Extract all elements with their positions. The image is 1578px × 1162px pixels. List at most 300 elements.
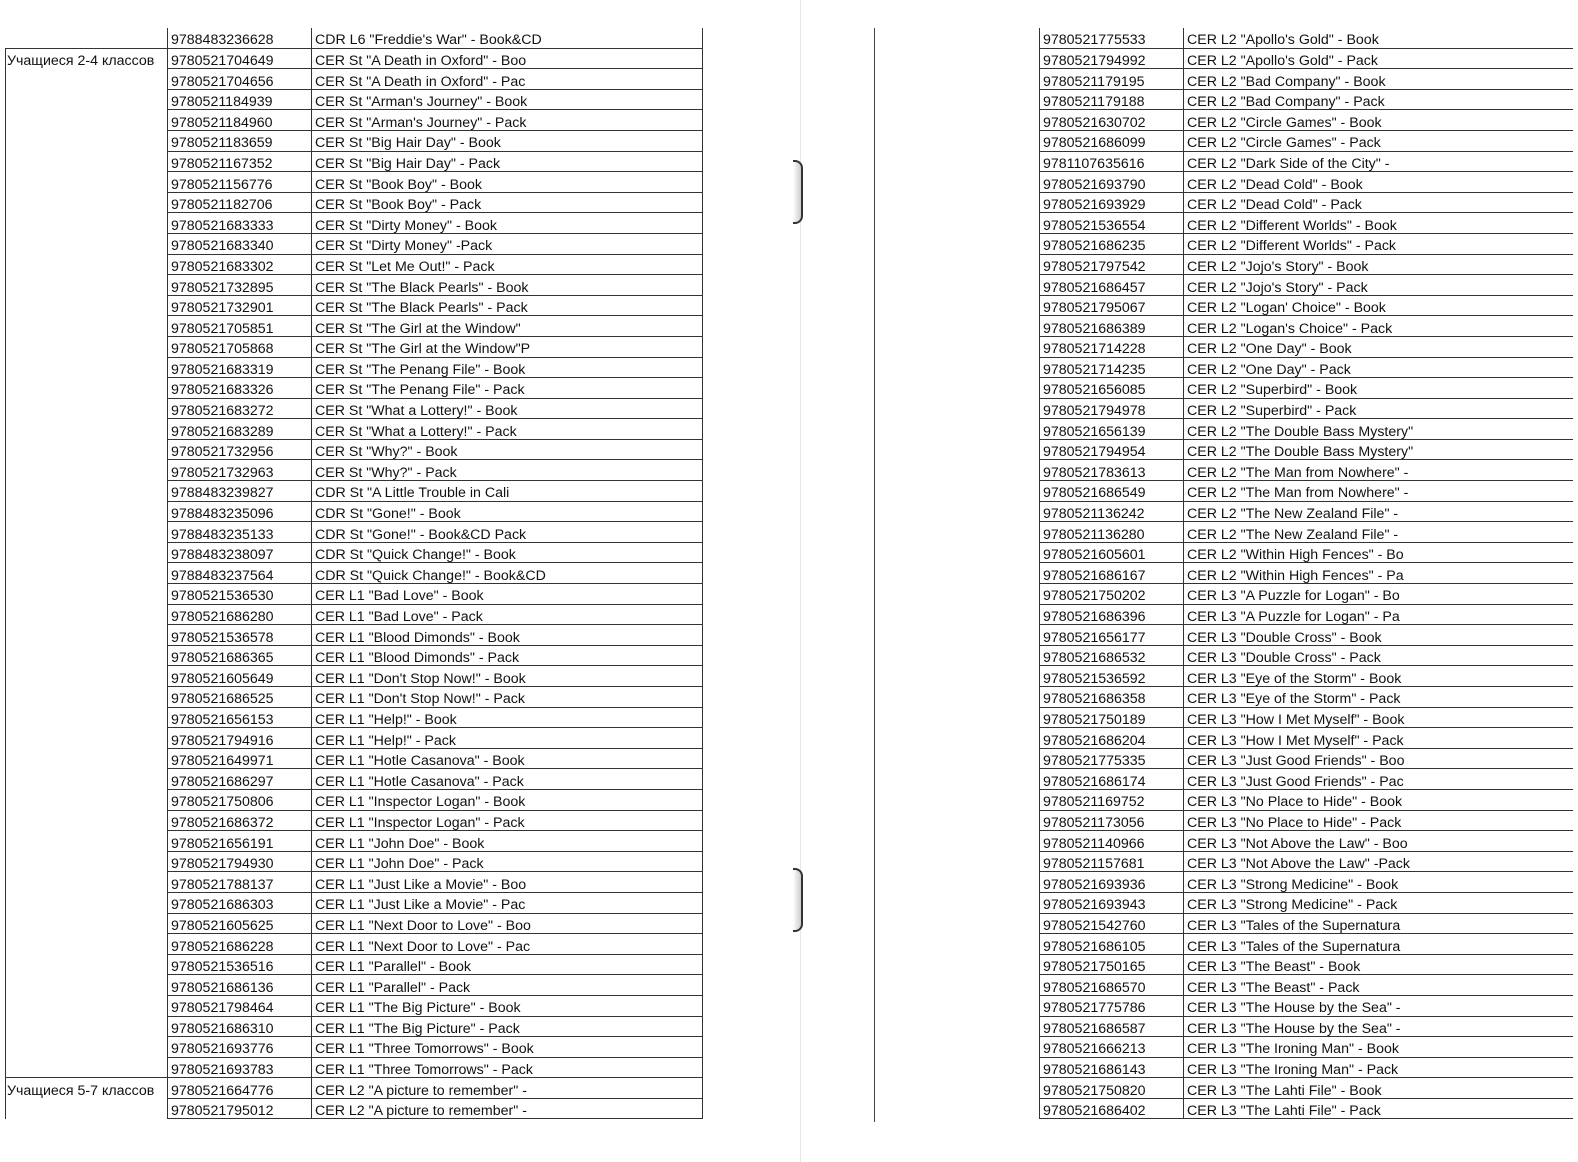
title-cell: CER St "The Girl at the Window": [312, 316, 703, 337]
title-cell: CER L2 "Circle Games" - Pack: [1184, 130, 1574, 151]
title-cell: CER L3 "The Ironing Man" - Pack: [1184, 1057, 1574, 1078]
isbn-cell: 9788483239827: [168, 481, 312, 502]
group-label-cell: [6, 872, 168, 893]
isbn-cell: 9780521693776: [168, 1037, 312, 1058]
group-label-cell: [6, 336, 168, 357]
title-cell: CER L2 "The New Zealand File" -: [1184, 501, 1574, 522]
title-cell: CER St "Big Hair Day" - Book: [312, 130, 703, 151]
table-row: [1040, 357, 1574, 378]
title-cell: CER L1 "Just Like a Movie" - Boo: [312, 872, 703, 893]
table-row: [6, 378, 703, 399]
title-cell: CER L1 "Three Tomorrows" - Pack: [312, 1057, 703, 1078]
title-cell: CER L1 "Next Door to Love" - Boo: [312, 913, 703, 934]
title-cell: CER L1 "John Doe" - Pack: [312, 851, 703, 872]
isbn-cell: 9780521732895: [168, 275, 312, 296]
title-cell: CER L1 "Help!" - Book: [312, 707, 703, 728]
table-row: [6, 584, 703, 605]
title-cell: CER L3 "Just Good Friends" - Boo: [1184, 748, 1574, 769]
isbn-cell: 9780521705868: [168, 336, 312, 357]
table-row: [1040, 542, 1574, 563]
isbn-cell: 9780521536578: [168, 625, 312, 646]
group-label-cell: [6, 728, 168, 749]
title-cell: CER L2 "Bad Company" - Pack: [1184, 89, 1574, 110]
isbn-cell: 9780521183659: [168, 130, 312, 151]
group-label-cell: [6, 769, 168, 790]
table-row: [1040, 707, 1574, 728]
title-cell: CER L1 "Inspector Logan" - Pack: [312, 810, 703, 831]
isbn-cell: 9780521686105: [1040, 934, 1184, 955]
isbn-cell: 9780521686372: [168, 810, 312, 831]
table-row: [6, 604, 703, 625]
isbn-cell: 9780521630702: [1040, 110, 1184, 131]
title-cell: CER L3 "Eye of the Storm" - Pack: [1184, 687, 1574, 708]
isbn-cell: 9780521794916: [168, 728, 312, 749]
table-row: [1040, 48, 1574, 69]
title-cell: CER St "The Black Pearls" - Book: [312, 275, 703, 296]
isbn-cell: 9780521794992: [1040, 48, 1184, 69]
isbn-cell: 9780521686136: [168, 975, 312, 996]
isbn-cell: 9780521798464: [168, 995, 312, 1016]
table-row: [1040, 460, 1574, 481]
isbn-cell: 9780521795012: [168, 1098, 312, 1119]
table-row: [6, 707, 703, 728]
title-cell: CER L3 "The Ironing Man" - Book: [1184, 1037, 1574, 1058]
table-row: [6, 625, 703, 646]
table-row: [1040, 913, 1574, 934]
group-label-cell: [6, 295, 168, 316]
title-cell: CER St "Big Hair Day" - Pack: [312, 151, 703, 172]
table-row: [6, 357, 703, 378]
table-row: [1040, 1057, 1574, 1078]
isbn-cell: 9780521683333: [168, 213, 312, 234]
group-label-cell: [6, 666, 168, 687]
isbn-cell: 9780521156776: [168, 172, 312, 193]
group-label-cell: [6, 995, 168, 1016]
isbn-cell: 9780521686396: [1040, 604, 1184, 625]
isbn-cell: 9780521686297: [168, 769, 312, 790]
table-row: [1040, 748, 1574, 769]
title-cell: CER L2 "Logan' Choice" - Book: [1184, 295, 1574, 316]
table-row: [1040, 254, 1574, 275]
title-cell: CER L3 "No Place to Hide" - Pack: [1184, 810, 1574, 831]
group-label-cell: [6, 645, 168, 666]
isbn-cell: 9780521704649: [168, 48, 312, 69]
title-cell: CER L3 "A Puzzle for Logan" - Pa: [1184, 604, 1574, 625]
group-label-cell: [6, 460, 168, 481]
isbn-cell: 9780521179188: [1040, 89, 1184, 110]
group-label-cell: [6, 254, 168, 275]
isbn-cell: 9780521750820: [1040, 1078, 1184, 1099]
isbn-cell: 9780521794930: [168, 851, 312, 872]
isbn-cell: 9780521693790: [1040, 172, 1184, 193]
title-cell: CER L1 "Just Like a Movie" - Pac: [312, 892, 703, 913]
isbn-cell: 9788483238097: [168, 542, 312, 563]
isbn-cell: 9780521536516: [168, 954, 312, 975]
table-row: [6, 1057, 703, 1078]
table-row: [6, 769, 703, 790]
title-cell: CER L3 "Not Above the Law" -Pack: [1184, 851, 1574, 872]
isbn-cell: 9780521714235: [1040, 357, 1184, 378]
title-cell: CER L2 "Superbird" - Book: [1184, 378, 1574, 399]
table-row: [6, 913, 703, 934]
table-row: [6, 336, 703, 357]
group-label-cell: [6, 233, 168, 254]
isbn-cell: 9780521686235: [1040, 233, 1184, 254]
title-cell: CER L2 "Within High Fences" - Bo: [1184, 542, 1574, 563]
table-row: [1040, 110, 1574, 131]
group-label-cell: [6, 604, 168, 625]
group-label-cell: [6, 501, 168, 522]
group-label-cell: [6, 707, 168, 728]
binder-clip-bottom: [793, 868, 803, 932]
isbn-cell: 9780521157681: [1040, 851, 1184, 872]
title-cell: CER St "The Girl at the Window"P: [312, 336, 703, 357]
table-row: [1040, 563, 1574, 584]
title-cell: CER L3 "The Beast" - Book: [1184, 954, 1574, 975]
isbn-cell: 9780521794978: [1040, 398, 1184, 419]
table-row: [6, 69, 703, 90]
table-row: [6, 666, 703, 687]
isbn-cell: 9780521605625: [168, 913, 312, 934]
isbn-cell: 9780521167352: [168, 151, 312, 172]
table-row: [1040, 419, 1574, 440]
title-cell: CER St "What a Lottery!" - Pack: [312, 419, 703, 440]
isbn-cell: 9780521686525: [168, 687, 312, 708]
table-row: [1040, 995, 1574, 1016]
isbn-cell: 9780521184939: [168, 89, 312, 110]
isbn-cell: 9780521686174: [1040, 769, 1184, 790]
isbn-cell: 9780521605601: [1040, 542, 1184, 563]
title-cell: CER L3 "Eye of the Storm" - Book: [1184, 666, 1574, 687]
table-row: [1040, 954, 1574, 975]
isbn-cell: 9780521536592: [1040, 666, 1184, 687]
title-cell: CER St "What a Lottery!" - Book: [312, 398, 703, 419]
group-label-cell: [6, 625, 168, 646]
table-row: [1040, 1098, 1574, 1119]
title-cell: CER L2 "Logan's Choice" - Pack: [1184, 316, 1574, 337]
title-cell: CER St "Arman's Journey" - Pack: [312, 110, 703, 131]
table-row: [6, 398, 703, 419]
table-row: [1040, 625, 1574, 646]
title-cell: CER L2 "Apollo's Gold" - Book: [1184, 28, 1574, 48]
isbn-cell: 9780521664776: [168, 1078, 312, 1099]
table-row: [1040, 28, 1574, 48]
title-cell: CER L1 "Blood Dimonds" - Book: [312, 625, 703, 646]
isbn-cell: 9780521783613: [1040, 460, 1184, 481]
title-cell: CER St "Dirty Money" - Book: [312, 213, 703, 234]
title-cell: CER L3 "Double Cross" - Pack: [1184, 645, 1574, 666]
group-label-cell: [6, 151, 168, 172]
group-label-cell: [6, 810, 168, 831]
table-row: [6, 316, 703, 337]
table-row: [1040, 604, 1574, 625]
table-row: [1040, 522, 1574, 543]
title-cell: CER L2 "Different Worlds" - Book: [1184, 213, 1574, 234]
title-cell: CER L2 "Dead Cold" - Book: [1184, 172, 1574, 193]
isbn-cell: 9780521683272: [168, 398, 312, 419]
table-row: [1040, 645, 1574, 666]
title-cell: CER L2 "The New Zealand File" -: [1184, 522, 1574, 543]
table-row: [6, 28, 703, 48]
isbn-cell: 9780521683319: [168, 357, 312, 378]
title-cell: CER L1 "Don't Stop Now!" - Pack: [312, 687, 703, 708]
title-cell: CER St "A Death in Oxford" - Pac: [312, 69, 703, 90]
title-cell: CER St "Dirty Money" -Pack: [312, 233, 703, 254]
group-label-cell: [6, 172, 168, 193]
group-label-cell: [6, 1057, 168, 1078]
table-row: [1040, 728, 1574, 749]
title-cell: CER L3 "The Lahti File" - Pack: [1184, 1098, 1574, 1119]
isbn-cell: 9780521693936: [1040, 872, 1184, 893]
title-cell: CER L1 "The Big Picture" - Book: [312, 995, 703, 1016]
group-label-cell: [6, 563, 168, 584]
title-cell: CER L2 "One Day" - Book: [1184, 336, 1574, 357]
table-row: [1040, 233, 1574, 254]
isbn-cell: 9780521179195: [1040, 69, 1184, 90]
group-label-cell: Учащиеся 2-4 классов: [6, 48, 168, 69]
title-cell: CER L2 "The Man from Nowhere" -: [1184, 460, 1574, 481]
isbn-cell: 9780521184960: [168, 110, 312, 131]
isbn-cell: 9780521686570: [1040, 975, 1184, 996]
isbn-cell: 9780521797542: [1040, 254, 1184, 275]
right-catalog-table: [1039, 28, 1573, 1119]
isbn-cell: 9780521683326: [168, 378, 312, 399]
table-row: [6, 1098, 703, 1119]
title-cell: CER L2 "The Double Bass Mystery": [1184, 439, 1574, 460]
table-row: [1040, 439, 1574, 460]
isbn-cell: 9780521686280: [168, 604, 312, 625]
group-label-cell: [6, 892, 168, 913]
table-row: [6, 213, 703, 234]
table-row: [1040, 687, 1574, 708]
title-cell: CER L1 "Parallel" - Pack: [312, 975, 703, 996]
title-cell: CER St "Why?" - Book: [312, 439, 703, 460]
isbn-cell: 9780521775335: [1040, 748, 1184, 769]
group-label-cell: [6, 419, 168, 440]
isbn-cell: 9780521136242: [1040, 501, 1184, 522]
title-cell: CER L1 "Help!" - Pack: [312, 728, 703, 749]
table-row: [6, 542, 703, 563]
isbn-cell: 9780521686389: [1040, 316, 1184, 337]
title-cell: CER L3 "Tales of the Supernatura: [1184, 913, 1574, 934]
isbn-cell: 9780521140966: [1040, 831, 1184, 852]
table-row: [1040, 810, 1574, 831]
title-cell: CER L2 "Different Worlds" - Pack: [1184, 233, 1574, 254]
table-row: [6, 89, 703, 110]
isbn-cell: 9780521173056: [1040, 810, 1184, 831]
isbn-cell: 9780521750165: [1040, 954, 1184, 975]
table-row: [1040, 213, 1574, 234]
isbn-cell: 9780521649971: [168, 748, 312, 769]
group-label-cell: [6, 1037, 168, 1058]
group-label-cell: [6, 522, 168, 543]
title-cell: CER St "The Black Pearls" - Pack: [312, 295, 703, 316]
table-row: [6, 419, 703, 440]
title-cell: CER L2 "The Man from Nowhere" -: [1184, 481, 1574, 502]
table-row: [6, 254, 703, 275]
group-label-cell: [6, 542, 168, 563]
title-cell: CER L1 "Hotle Casanova" - Pack: [312, 769, 703, 790]
isbn-cell: 9780521683340: [168, 233, 312, 254]
isbn-cell: 9780521683302: [168, 254, 312, 275]
title-cell: CER L1 "The Big Picture" - Pack: [312, 1016, 703, 1037]
table-row: [1040, 1037, 1574, 1058]
group-label-cell: [6, 831, 168, 852]
table-row: [1040, 192, 1574, 213]
table-row: [6, 892, 703, 913]
isbn-cell: 9780521686310: [168, 1016, 312, 1037]
table-row: [6, 110, 703, 131]
isbn-cell: 9780521732901: [168, 295, 312, 316]
title-cell: CER L2 "Jojo's Story" - Pack: [1184, 275, 1574, 296]
group-label-cell: [6, 69, 168, 90]
table-row: [6, 728, 703, 749]
title-cell: CER L1 "Bad Love" - Book: [312, 584, 703, 605]
title-cell: CER L3 "The House by the Sea" -: [1184, 1016, 1574, 1037]
table-row: [6, 872, 703, 893]
title-cell: CER L1 "Next Door to Love" - Pac: [312, 934, 703, 955]
table-row: [6, 151, 703, 172]
left-catalog-table: [5, 28, 703, 1119]
table-row: [1040, 69, 1574, 90]
isbn-cell: 9780521656177: [1040, 625, 1184, 646]
table-row: [6, 645, 703, 666]
table-row: [1040, 666, 1574, 687]
isbn-cell: 9780521656139: [1040, 419, 1184, 440]
isbn-cell: 9780521536554: [1040, 213, 1184, 234]
title-cell: CER L3 "Double Cross" - Book: [1184, 625, 1574, 646]
title-cell: CER L3 "Tales of the Supernatura: [1184, 934, 1574, 955]
isbn-cell: 9780521714228: [1040, 336, 1184, 357]
title-cell: CER L3 "The House by the Sea" -: [1184, 995, 1574, 1016]
title-cell: CER L2 "One Day" - Pack: [1184, 357, 1574, 378]
table-row: [1040, 501, 1574, 522]
isbn-cell: 9780521605649: [168, 666, 312, 687]
table-row: [1040, 295, 1574, 316]
isbn-cell: 9780521704656: [168, 69, 312, 90]
isbn-cell: 9781107635616: [1040, 151, 1184, 172]
title-cell: CER L3 "The Lahti File" - Book: [1184, 1078, 1574, 1099]
table-row: [6, 1016, 703, 1037]
title-cell: CDR St "A Little Trouble in Cali: [312, 481, 703, 502]
group-label-cell: [6, 851, 168, 872]
title-cell: CER St "Let Me Out!" - Pack: [312, 254, 703, 275]
title-cell: CER L2 "Apollo's Gold" - Pack: [1184, 48, 1574, 69]
group-label-cell: [6, 584, 168, 605]
table-row: [1040, 130, 1574, 151]
table-row: [1040, 336, 1574, 357]
title-cell: CDR St "Gone!" - Book&CD Pack: [312, 522, 703, 543]
title-cell: CER St "Why?" - Pack: [312, 460, 703, 481]
table-row: [1040, 1016, 1574, 1037]
isbn-cell: 9780521686167: [1040, 563, 1184, 584]
title-cell: CER L3 "Strong Medicine" - Pack: [1184, 892, 1574, 913]
isbn-cell: 9780521795067: [1040, 295, 1184, 316]
isbn-cell: 9780521732963: [168, 460, 312, 481]
title-cell: CDR L6 "Freddie's War" - Book&CD: [312, 28, 703, 48]
table-row: [6, 934, 703, 955]
table-row: [6, 192, 703, 213]
table-row: [6, 563, 703, 584]
group-label-cell: [6, 378, 168, 399]
isbn-cell: 9780521732956: [168, 439, 312, 460]
isbn-cell: 9780521775786: [1040, 995, 1184, 1016]
isbn-cell: 9780521182706: [168, 192, 312, 213]
table-row: [1040, 275, 1574, 296]
table-row: [1040, 851, 1574, 872]
table-row: [6, 295, 703, 316]
group-label-cell: [6, 789, 168, 810]
group-label-cell: [6, 1016, 168, 1037]
table-row: [1040, 934, 1574, 955]
table-row: [6, 481, 703, 502]
isbn-cell: 9788483236628: [168, 28, 312, 48]
title-cell: CER L3 "Just Good Friends" - Pac: [1184, 769, 1574, 790]
title-cell: CER L2 "Bad Company" - Book: [1184, 69, 1574, 90]
table-row: [1040, 172, 1574, 193]
title-cell: CDR St "Gone!" - Book: [312, 501, 703, 522]
title-cell: CER St "Book Boy" - Book: [312, 172, 703, 193]
title-cell: CER L3 "No Place to Hide" - Book: [1184, 789, 1574, 810]
table-row: [1040, 769, 1574, 790]
table-row: [1040, 584, 1574, 605]
title-cell: CER St "Book Boy" - Pack: [312, 192, 703, 213]
title-cell: CER St "The Penang File" - Pack: [312, 378, 703, 399]
title-cell: CER L3 "The Beast" - Pack: [1184, 975, 1574, 996]
table-row: [6, 172, 703, 193]
isbn-cell: 9780521750202: [1040, 584, 1184, 605]
title-cell: CER L2 "Dead Cold" - Pack: [1184, 192, 1574, 213]
group-label-cell: Учащиеся 5-7 классов: [6, 1078, 168, 1099]
group-label-cell: [6, 481, 168, 502]
title-cell: CER L3 "How I Met Myself" - Book: [1184, 707, 1574, 728]
isbn-cell: 9780521750806: [168, 789, 312, 810]
isbn-cell: 9780521794954: [1040, 439, 1184, 460]
table-row: [6, 851, 703, 872]
table-row: [1040, 481, 1574, 502]
group-label-cell: [6, 275, 168, 296]
isbn-cell: 9780521693929: [1040, 192, 1184, 213]
table-row: [6, 439, 703, 460]
isbn-cell: 9780521686204: [1040, 728, 1184, 749]
group-label-cell: [6, 934, 168, 955]
isbn-cell: 9780521705851: [168, 316, 312, 337]
title-cell: CER St "The Penang File" - Book: [312, 357, 703, 378]
table-row: [6, 748, 703, 769]
table-row: [6, 48, 703, 69]
isbn-cell: 9780521686228: [168, 934, 312, 955]
table-row: [1040, 789, 1574, 810]
group-label-cell: [6, 213, 168, 234]
title-cell: CER L2 "Within High Fences" - Pa: [1184, 563, 1574, 584]
group-label-cell: [6, 913, 168, 934]
isbn-cell: 9780521686143: [1040, 1057, 1184, 1078]
table-row: [6, 1037, 703, 1058]
column-divider: [874, 28, 875, 1122]
isbn-cell: 9780521656191: [168, 831, 312, 852]
group-label-cell: [6, 1098, 168, 1119]
isbn-cell: 9780521683289: [168, 419, 312, 440]
isbn-cell: 9780521686549: [1040, 481, 1184, 502]
title-cell: CER L1 "Blood Dimonds" - Pack: [312, 645, 703, 666]
isbn-cell: 9780521686365: [168, 645, 312, 666]
isbn-cell: 9788483235133: [168, 522, 312, 543]
table-row: [6, 831, 703, 852]
table-row: [6, 954, 703, 975]
title-cell: CER L2 "Jojo's Story" - Book: [1184, 254, 1574, 275]
isbn-cell: 9780521693943: [1040, 892, 1184, 913]
isbn-cell: 9780521686358: [1040, 687, 1184, 708]
